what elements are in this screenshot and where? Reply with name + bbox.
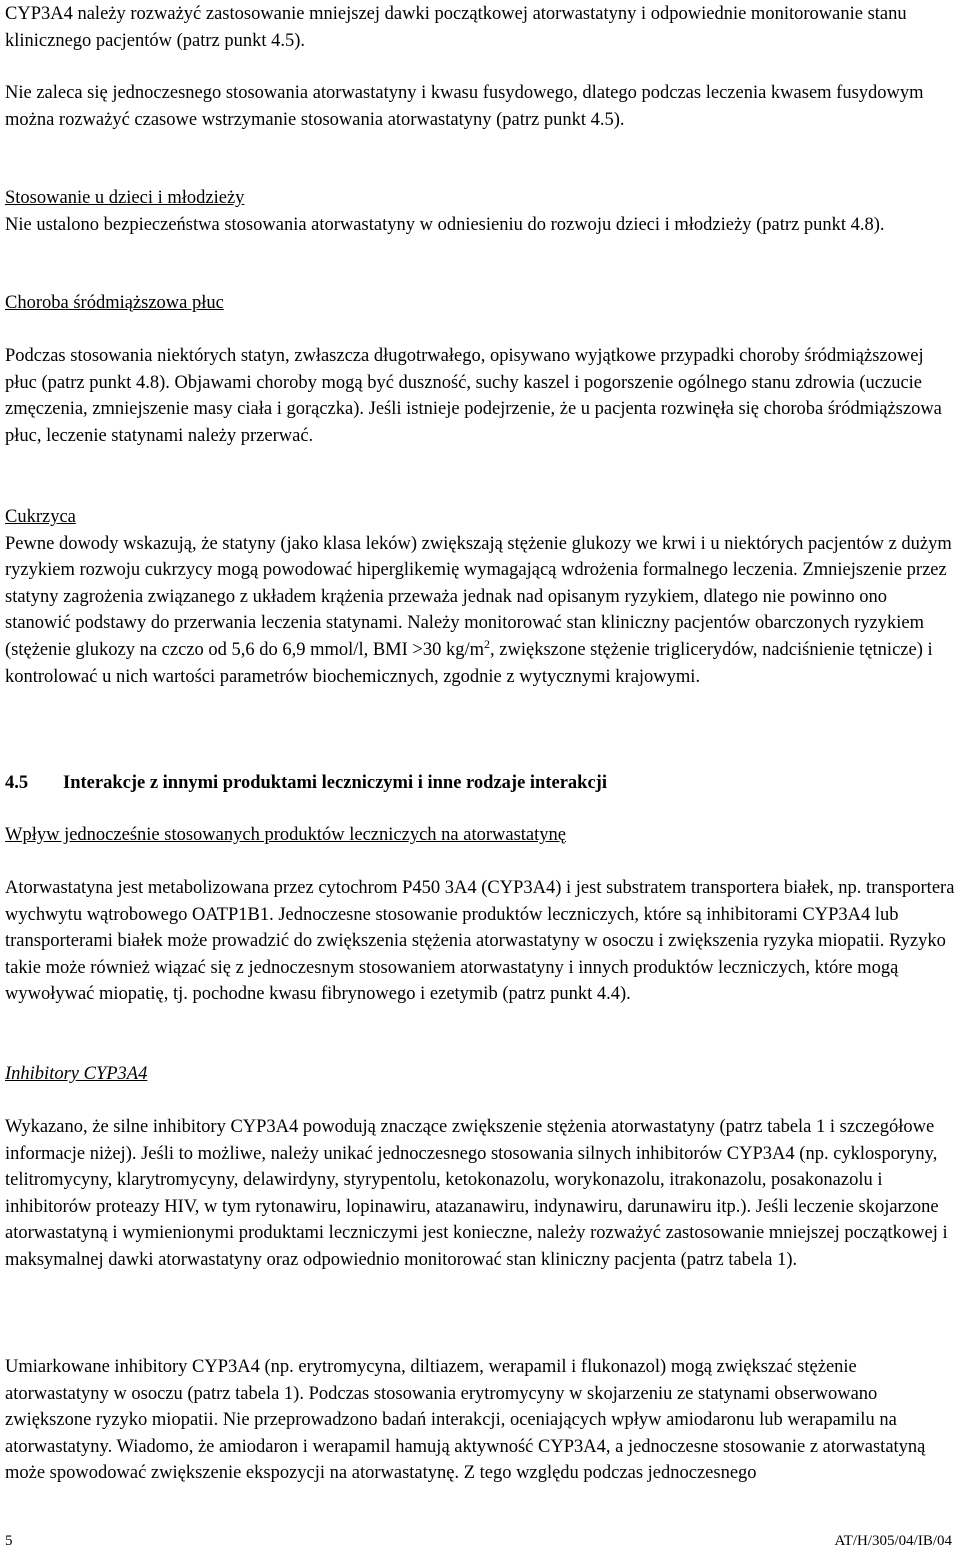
ild-heading: Choroba śródmiąższowa płuc bbox=[5, 293, 224, 313]
document-code: AT/H/305/04/IB/04 bbox=[834, 1533, 952, 1549]
section-title: Interakcje z innymi produktami leczniczymi i inne rodzaje interakcji bbox=[63, 773, 607, 793]
diabetes-heading: Cukrzyca bbox=[5, 507, 76, 527]
section-number: 4.5 bbox=[5, 773, 29, 793]
inhibitors-text: Wykazano, że silne inhibitory CYP3A4 powodują znaczące zwiększenie stężenia atorwastatyny (patrz tabela 1 i szczegółowe informacje niżej). Jeśli to możliwe, należy unikać jednoczesnego stosowania silnych inhibitorów CYP3A4 (np. cyklosporyny, telitromycyny, klarytromycyny, delawirdyny, styrypentolu, ketokonazolu, worykonazolu, itrakonazolu, posakonazolu i inhibitorów proteazy HIV, w tym rytonawiru, lopinawiru, atazanawiru, indynawiru, darunawiru itp.). Jeśli leczenie skojarzone atorwastatyną i wymienionymi produktami leczniczymi jest konieczne, należy rozważyć zastosowanie mniejszej początkowej i maksymalnej dawki atorwastatyny oraz odpowiednio monitorować stan kliniczny pacjenta (patrz tabela 1). bbox=[5, 1117, 948, 1270]
diabetes-text-part-b: , zwiększone stężenie triglicerydów, nadciśnienie tętnicze) i kontrolować u nich wartości parametrów biochemicznych, zgodnie z wytycznymi krajowymi. bbox=[5, 639, 933, 687]
paragraph-fusidic-acid: Nie zaleca się jednoczesnego stosowania atorwastatyny i kwasu fusydowego, dlatego podczas leczenia kwasem fusydowym można rozważyć czasowe wstrzymanie stosowania atorwastatyny (patrz punkt 4.5). bbox=[5, 83, 924, 130]
section-children bbox=[5, 185, 885, 238]
children-heading: Stosowanie u dzieci i młodzieży bbox=[5, 188, 245, 208]
page-number: 5 bbox=[5, 1533, 13, 1549]
children-text: Nie ustalono bezpieczeństwa stosowania atorwastatyny w odniesieniu do rozwoju dzieci i młodzieży (patrz punkt 4.8). bbox=[5, 214, 885, 235]
influence-heading: Wpływ jednocześnie stosowanych produktów leczniczych na atorwastatynę bbox=[5, 825, 566, 845]
section-title-4-5 bbox=[5, 770, 607, 797]
section-diabetes bbox=[5, 504, 955, 690]
diabetes-superscript: 2 bbox=[484, 636, 491, 651]
ild-text: Podczas stosowania niektórych statyn, zwłaszcza długotrwałego, opisywano wyjątkowe przypadki choroby śródmiąższowej płuc (patrz punkt 4.8). Objawami choroby mogą być duszność, suchy kaszel i pogorszenie ogólnego stanu zdrowia (uczucie zmęczenia, zmniejszenie masy ciała i gorączka). Jeśli istnieje podejrzenie, że u pacjenta rozwinęła się choroba śródmiąższowa płuc, leczenie statynami należy przerwać. bbox=[5, 346, 942, 446]
influence-text: Atorwastatyna jest metabolizowana przez cytochrom P450 3A4 (CYP3A4) i jest substratem transportera białek, np. transportera wychwytu wątrobowego OATP1B1. Jednoczesne stosowanie produktów leczniczych, które są inhibitorami CYP3A4 lub transporterami białek może prowadzić do zwiększenia stężenia atorwastatyny w osoczu i zwiększenia ryzyka miopatii. Ryzyko takie może również wiązać się z jednoczesnym stosowaniem atorwastatyny i innych produktów leczniczych, które mogą wywoływać miopatię, tj. pochodne kwasu fibrynowego i ezetymib (patrz punkt 4.4). bbox=[5, 878, 955, 1005]
inhibitors-heading: Inhibitory CYP3A4 bbox=[5, 1064, 148, 1084]
diabetes-text bbox=[5, 531, 955, 691]
diabetes-text-part-a: Pewne dowody wskazują, że statyny (jako klasa leków) zwiększają stężenie glukozy we krwi i u niektórych pacjentów z dużym ryzykiem rozwoju cukrzycy mogą powodować hiperglikemię wymagającą wdrożenia formalnego leczenia. Zmniejszenie przez statyny zagrożenia związanego z układem krążenia przeważa jednak nad opisanym ryzykiem, dlatego nie powinno ono stanowić podstawy do przerwania leczenia statynami. Należy monitorować stan kliniczny pacjentów obarczonych ryzykiem (stężenie glukozy na czczo od 5,6 do 6,9 mmol/l, BMI >30 kg/m bbox=[5, 533, 952, 660]
paragraph-cyp3a4-dose: CYP3A4 należy rozważyć zastosowanie mniejszej dawki początkowej atorwastatyny i odpowiednie monitorowanie stanu klinicznego pacjentów (patrz punkt 4.5). bbox=[5, 4, 907, 51]
moderate-inhibitors-text: Umiarkowane inhibitory CYP3A4 (np. erytromycyna, diltiazem, werapamil i flukonazol) mogą zwiększać stężenie atorwastatyny w osoczu (patrz tabela 1). Podczas stosowania erytromycyny w skojarzeniu ze statynami obserwowano zwiększone ryzyko miopatii. Nie przeprowadzono badań interakcji, oceniających wpływ amiodaronu lub werapamilu na atorwastatyny. Wiadomo, że amiodaron i werapamil hamują aktywność CYP3A4, a jednoczesne stosowanie z atorwastatyną może spowodować zwiększenie ekspozycji na atorwastatynę. Z tego względu podczas jednoczesnego bbox=[5, 1357, 926, 1484]
